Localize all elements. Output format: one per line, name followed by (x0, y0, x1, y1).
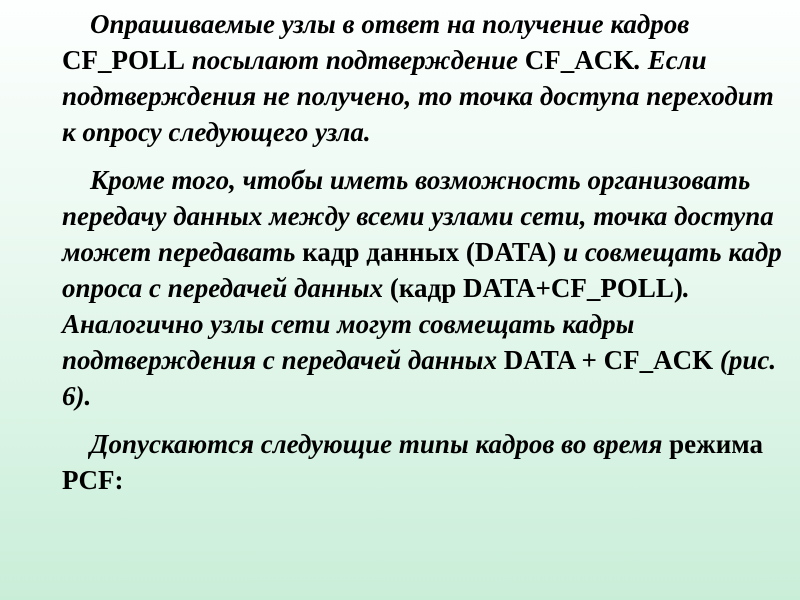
paragraph-polling-ack (62, 6, 786, 150)
term-data-cf-poll: (кадр DATA+CF_POLL) (389, 273, 683, 303)
term-data-cf-ack: DATA + CF_ACK (503, 345, 714, 375)
text-span: Опрашиваемые узлы в ответ на получение кадров (90, 9, 690, 39)
term-data-frame: кадр данных (DATA) (302, 237, 557, 267)
text-span: . Если подтверждения не получено, то точка доступа переходит к опросу следующего узла. (62, 45, 774, 147)
figure-reference: (рис. 6). (62, 345, 777, 411)
paragraph-data-frames (62, 162, 786, 414)
text-span: посылают подтверждение (185, 45, 525, 75)
text-span: и совмещать кадр опроса с передачей данных (62, 237, 782, 303)
paragraph-pcf-frame-types (62, 426, 786, 498)
text-span: . Аналогично узлы сети могут совмещать кадры подтверждения с передачей данных (62, 273, 690, 375)
term-pcf-mode: режима PCF: (62, 429, 763, 495)
slide-text-body (62, 6, 786, 510)
text-span: Кроме того, чтобы иметь возможность организовать передачу данных между всеми узлами сети, точка доступа может передавать (62, 165, 774, 267)
term-cf-ack: CF_ACK (524, 45, 635, 75)
term-cf-poll: CF_POLL (62, 45, 186, 75)
text-span: Допускаются следующие типы кадров во время (90, 429, 670, 459)
